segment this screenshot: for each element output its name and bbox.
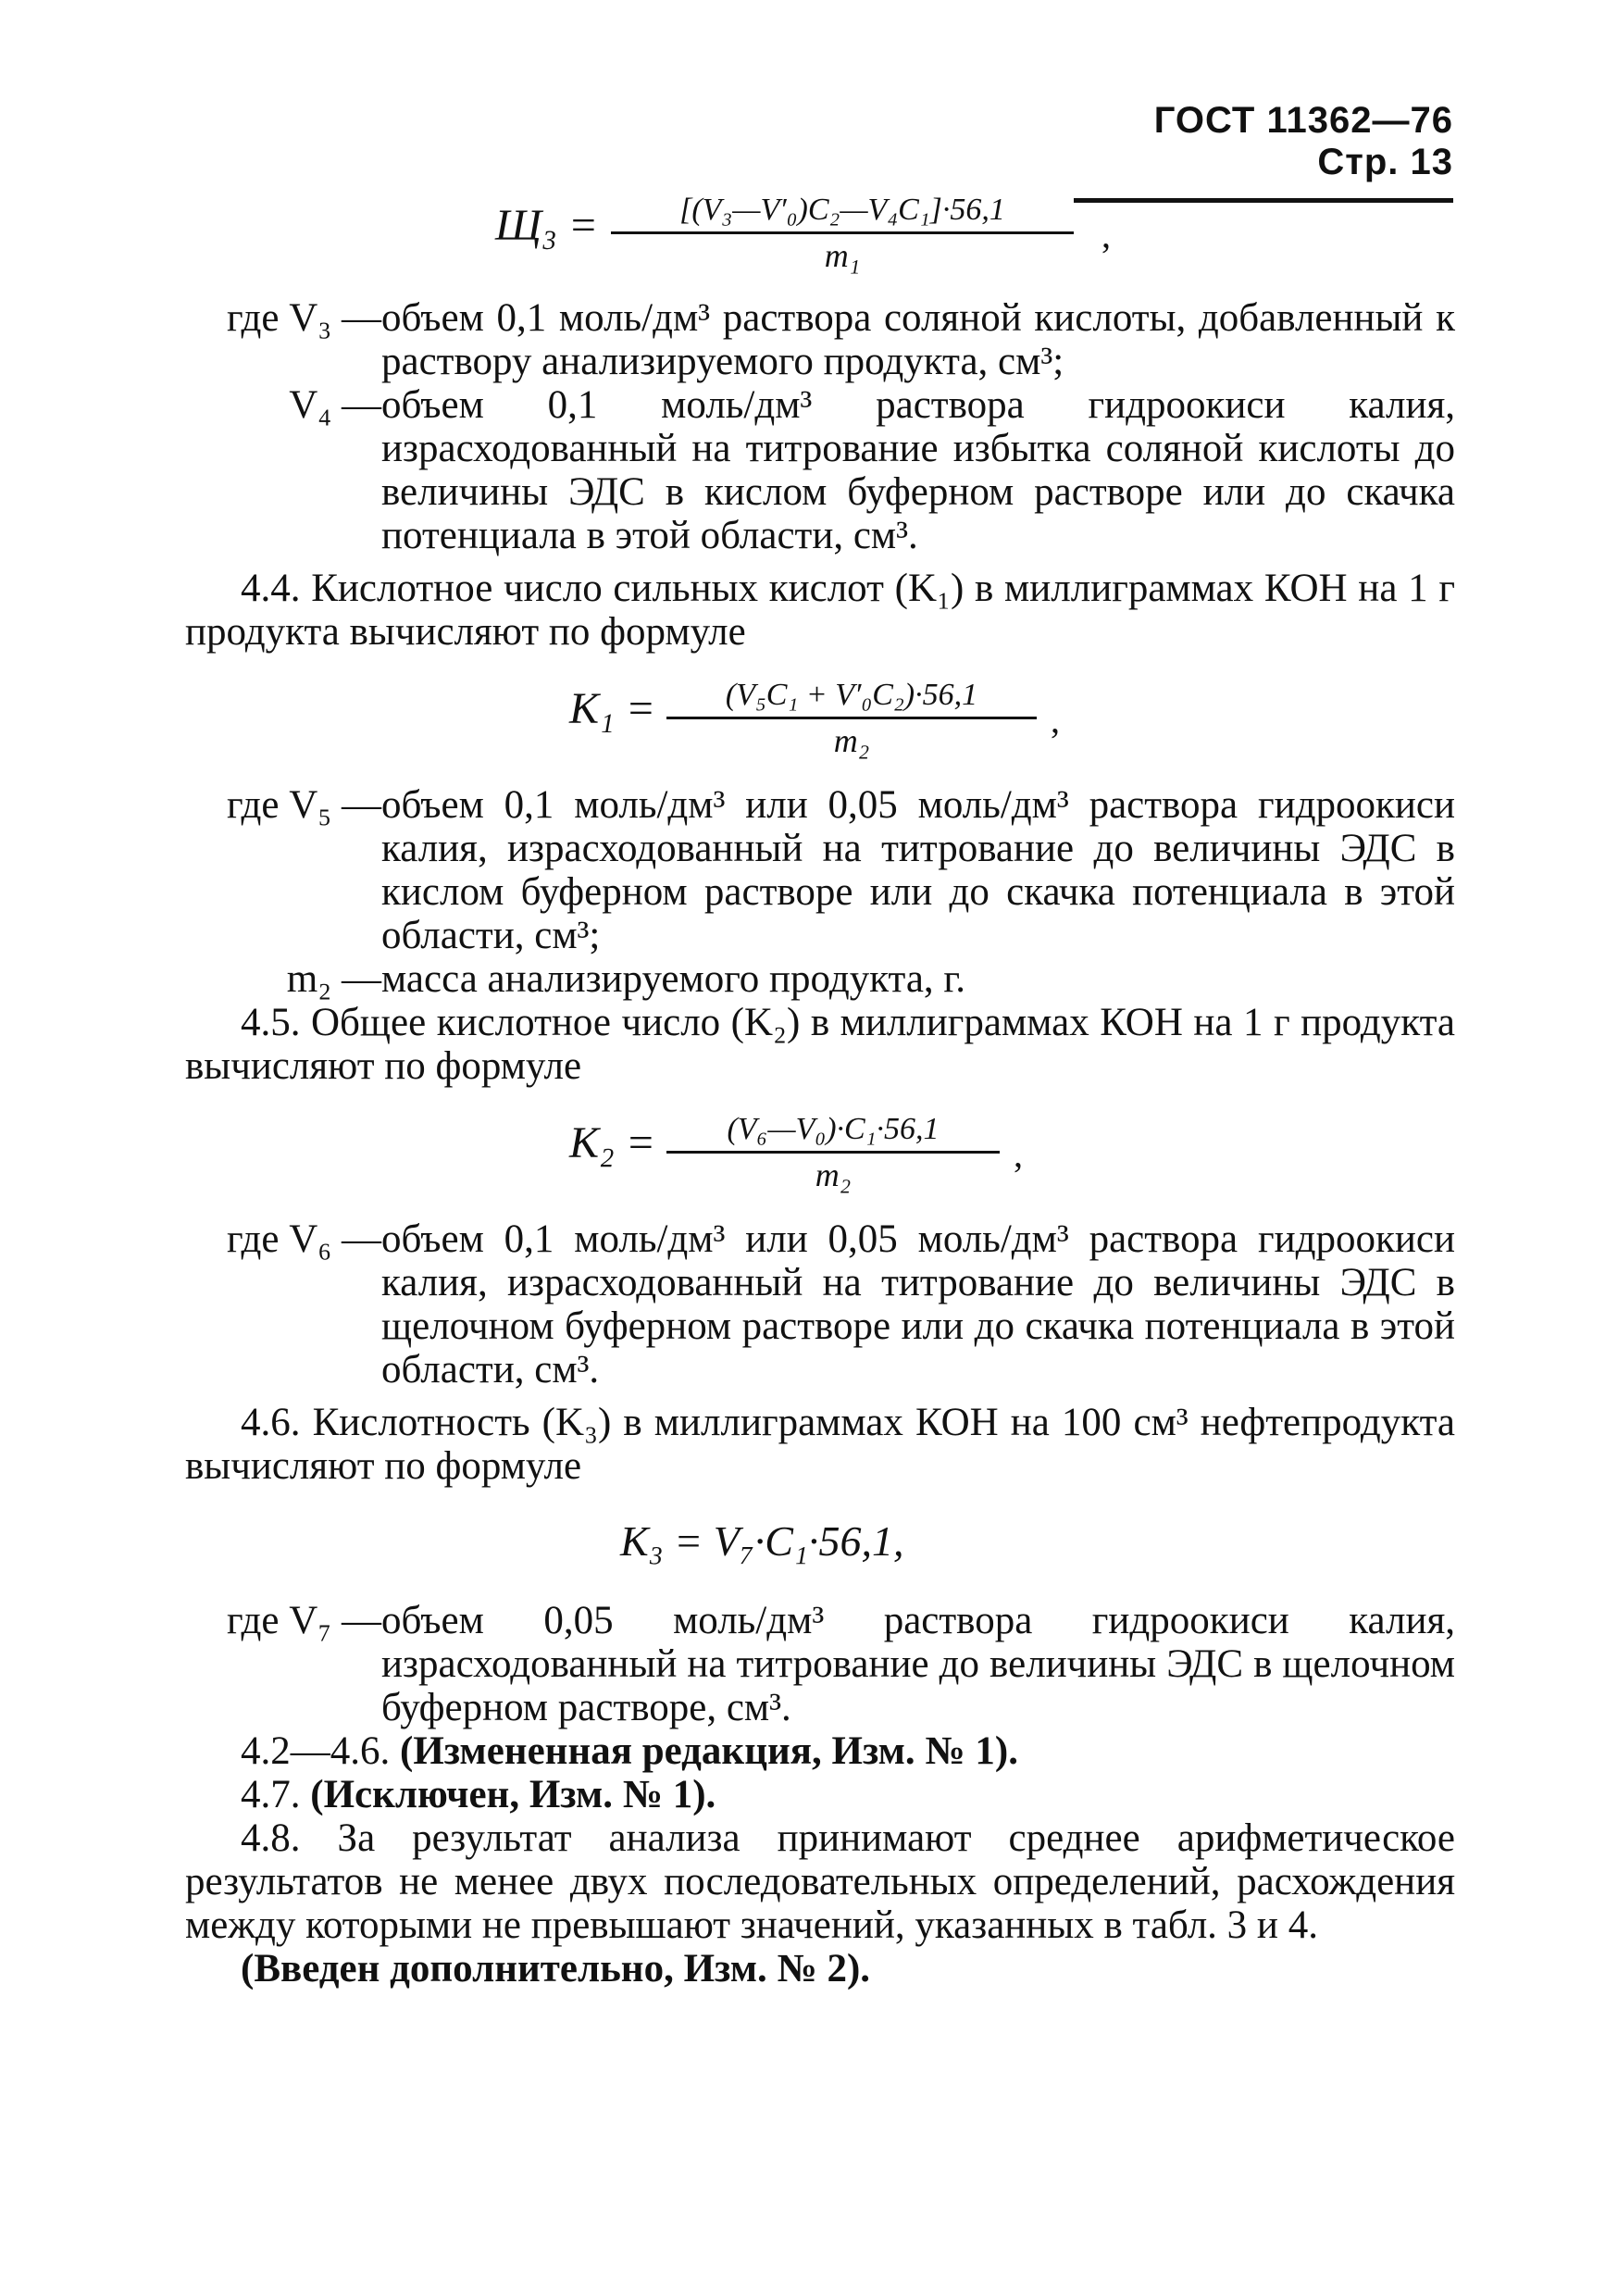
definition-v4-label: V₄ — <box>289 383 381 427</box>
definition-v3 <box>185 296 1455 383</box>
note-4-7-prefix: 4.7. <box>241 1773 301 1816</box>
formula-sh3-denominator: m₁ <box>824 237 861 274</box>
definition-v5-text: объем 0,1 моль/дм³ или 0,05 моль/дм³ раствора гидроокиси калия, израсходованный на титрование до величины ЭДС в кислом буферном растворе или до скачка потенциала в этой области, см³; <box>381 783 1455 957</box>
definition-v7-text: объем 0,05 моль/дм³ раствора гидроокиси калия, израсходованный на титрование до величины ЭДС в щелочном буферном растворе, см³. <box>381 1599 1455 1729</box>
paragraph-4-4: 4.4. Кислотное число сильных кислот (K₁) в миллиграммах КОН на 1 г продукта вычисляют по формуле <box>185 567 1455 654</box>
formula-k1-lhs: K₁ = <box>569 684 656 733</box>
formula-k2-fraction <box>666 1110 1000 1196</box>
formula-sh3-lhs: Щ₃ = <box>495 201 599 250</box>
formula-k2-denominator: m₂ <box>815 1156 852 1193</box>
document-body <box>185 176 1455 1990</box>
note-4-2-4-6-text: (Измененная редакция, Изм. № 1). <box>400 1729 1018 1773</box>
paragraph-4-8: 4.8. За результат анализа принимают среднее арифметическое результатов не менее двух последовательных определений, расхождения между которыми не превышают значений, указанных в табл. 3 и 4. <box>185 1816 1455 1947</box>
definition-m2-text: масса анализируемого продукта, г. <box>381 957 965 1001</box>
definition-v5-label: где V₅ — <box>226 783 381 827</box>
formula-sh3-numerator: [(V₃—V′₀)C₂—V₄C₁]·56,1 <box>611 191 1074 234</box>
definition-v6-label: где V₆ — <box>226 1217 381 1261</box>
definition-v7-label: где V₇ — <box>226 1599 381 1642</box>
paragraph-4-6: 4.6. Кислотность (K₃) в миллиграммах КОН на 100 см³ нефтепродукта вычисляют по формуле <box>185 1401 1455 1488</box>
definition-m2-label: m₂ — <box>286 957 381 1001</box>
definition-v3-label: где V₃ — <box>226 296 381 340</box>
note-4-7 <box>185 1773 1455 1816</box>
definition-v4-text: объем 0,1 моль/дм³ раствора гидроокиси калия, израсходованный на титрование избытка соляной кислоты до величины ЭДС в кислом буферном растворе или до скачка потенциала в этой области, см³. <box>381 383 1455 557</box>
formula-k2-numerator: (V₆—V₀)·C₁·56,1 <box>666 1110 1000 1154</box>
formula-k1-fraction <box>666 676 1037 762</box>
definition-v3-text: объем 0,1 моль/дм³ раствора соляной кислоты, добавленный к раствору анализируемого продукта, см³; <box>381 296 1455 383</box>
formula-k1-denominator: m₂ <box>833 722 870 759</box>
note-4-7-text: (Исключен, Изм. № 1). <box>310 1773 716 1816</box>
note-added-izm-2: (Введен дополнительно, Изм. № 2). <box>241 1947 871 1990</box>
formula-k1-numerator: (V₅C₁ + V′₀C₂)·56,1 <box>666 676 1037 719</box>
formula-sh3-comma: , <box>1101 214 1111 256</box>
definition-v5 <box>185 783 1455 957</box>
definition-v7 <box>185 1599 1455 1729</box>
formula-k2-lhs: K₂ = <box>569 1118 656 1167</box>
formula-sh3 <box>185 176 1455 287</box>
formula-k2 <box>185 1088 1455 1217</box>
formula-sh3-fraction <box>611 191 1074 277</box>
formula-k3-expression: K₃ = V₇·C₁·56,1, <box>620 1517 904 1565</box>
note-4-2-4-6 <box>185 1729 1455 1773</box>
formula-k2-comma: , <box>1014 1133 1023 1175</box>
definition-v6 <box>185 1217 1455 1391</box>
definition-v4 <box>185 383 1455 557</box>
note-4-2-4-6-prefix: 4.2—4.6. <box>241 1729 391 1773</box>
formula-k1 <box>185 654 1455 783</box>
page-header: ГОСТ 11362—76 Стр. 13 <box>1074 100 1453 203</box>
formula-k1-comma: , <box>1051 699 1060 741</box>
formula-k3 <box>185 1488 1455 1599</box>
definition-v6-text: объем 0,1 моль/дм³ или 0,05 моль/дм³ раствора гидроокиси калия, израсходованный на титрование до величины ЭДС в щелочном буферном растворе или до скачка потенциала в этой области, см³. <box>381 1217 1455 1391</box>
definition-m2 <box>185 957 1455 1001</box>
paragraph-4-5: 4.5. Общее кислотное число (K₂) в миллиграммах КОН на 1 г продукта вычисляют по формуле <box>185 1001 1455 1088</box>
